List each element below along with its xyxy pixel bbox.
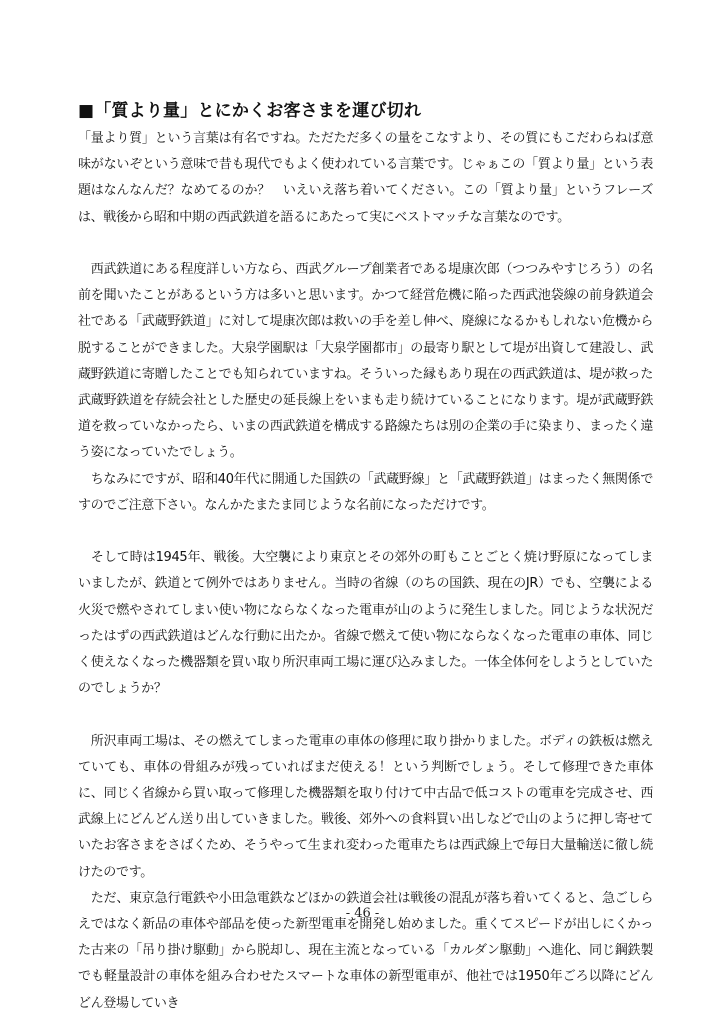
page-body — [78, 98, 653, 1017]
section-heading: ■「質より量」とにかくお客さまを運び切れ — [78, 101, 422, 121]
paragraph-5: 所沢車両工場は、その燃えてしまった電車の車体の修理に取り掛かりました。ボディの鉄板は燃えていても、車体の骨組みが残っていればまだ使える！という判断でしょう。そして修理できた車体に、同じく省線から買い取って修理した機器類を取り付けて中古品で低コストの電車を完成させ、西武線上にどんどん送り出していきました。戦後、郊外への食料買い出しなどで山のように押し寄せていたお客さまをさばくため、そうやって生まれ変わった電車たちは西武線上で毎日大量輸送に徹し続けたのです。 — [78, 733, 653, 880]
paragraph-4: そして時は1945年、戦後。大空襲により東京とその郊外の町もことごとく焼け野原になってしまいましたが、鉄道とて例外ではありません。当時の省線（のちの国鉄、現在のJR）でも、空襲による火災で燃やされてしまい使い物にならなくなった電車が山のように発生しました。同じような状況だったはずの西武鉄道はどんな行動に出たか。省線で燃えて使い物にならなくなった電車の車体、同じく使えなくなった機器類を買い取り所沢車両工場に運び込みました。一体全体何をしようとしていたのでしょうか？ — [78, 550, 653, 697]
paragraph-spacer — [78, 702, 653, 728]
page-number: - 46 - — [345, 906, 380, 921]
paragraph-6: ただ、東京急行電鉄や小田急電鉄などほかの鉄道会社は戦後の混乱が落ち着いてくると、急ごしらえではなく新品の車体や部品を使った新型電車を開発し始めました。重くてスピードが出しにくかった古来の「吊り掛け駆動」から脱却し、現在主流となっている「カルダン駆動」へ進化、同じ鋼鉄製でも軽量設計の車体を組み合わせたスマートな車体の新型電車が、他社では1950年ごろ以降にどんどん登場していき — [78, 890, 653, 1011]
paragraph-spacer — [78, 231, 653, 257]
paragraph-1: 「量より質」という言葉は有名ですね。ただただ多くの量をこなすより、その質にもこだわらねば意味がないぞという意味で昔も現代でもよく使われている言葉です。じゃぁこの「質より量」という表題はなんなんだ？なめてるのか？ いえいえ落ち着いてください。この「質より量」というフレーズは、戦後から昭和中期の西武鉄道を語るにあたって実にベストマッチな言葉なのです。 — [78, 131, 653, 225]
paragraph-3: ちなみにですが、昭和40年代に開通した国鉄の「武蔵野線」と「武蔵野鉄道」はまったく無関係ですのでご注意下さい。なんかたまたま同じような名前になっただけです。 — [78, 471, 653, 513]
paragraph-spacer — [78, 519, 653, 545]
paragraph-2: 西武鉄道にある程度詳しい方なら、西武グループ創業者である堤康次郎（つつみやすじろう）の名前を聞いたことがあるという方は多いと思います。かつて経営危機に陥った西武池袋線の前身鉄道会社である「武蔵野鉄道」に対して堤康次郎は救いの手を差し伸べ、廃線になるかもしれない危機から脱することができました。大泉学園駅は「大泉学園都市」の最寄り駅として堤が出資して建設し、武蔵野鉄道に寄贈したことでも知られていますね。そういった縁もあり現在の西武鉄道は、堤が救った武蔵野鉄道を存続会社とした歴史の延長線上をいまも走り続けていることになります。堤が武蔵野鉄道を救っていなかったら、いまの西武鉄道を構成する路線たちは別の企業の手に染まり、まったく違う姿になっていたでしょう。 — [78, 262, 653, 461]
